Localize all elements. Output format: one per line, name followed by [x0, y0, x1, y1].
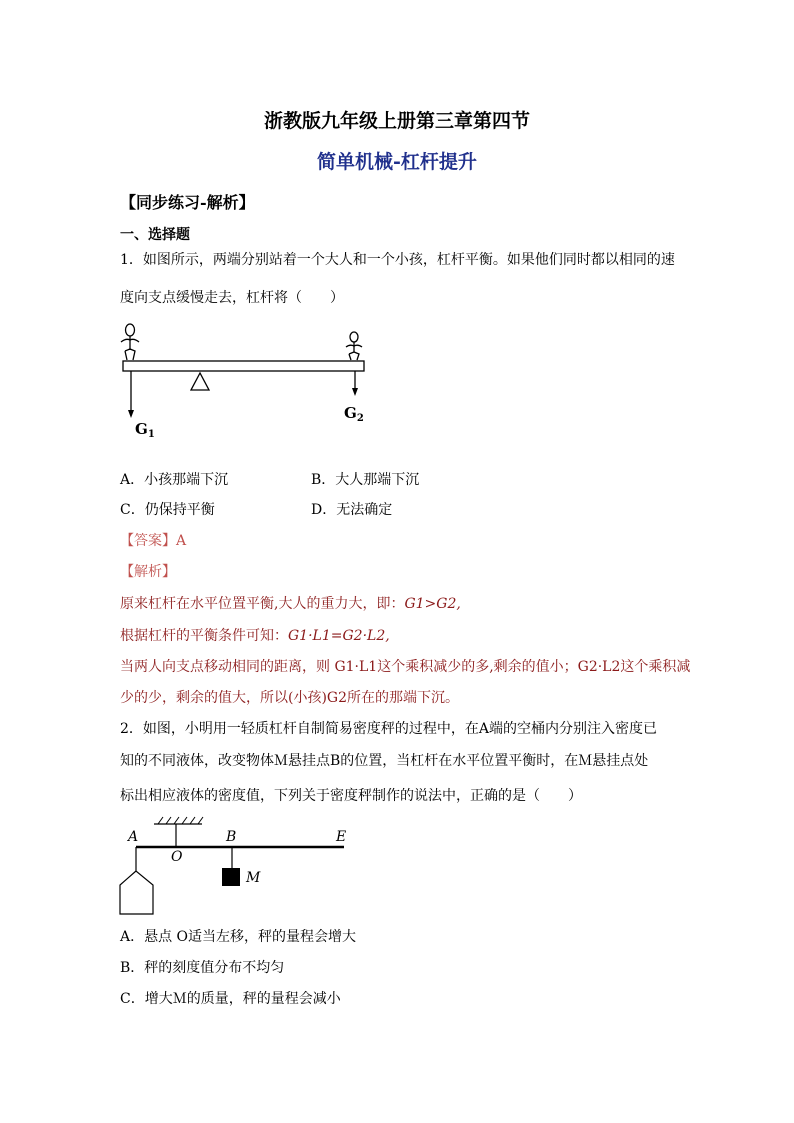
g1-label: $G_1$ [135, 420, 155, 440]
label-a: A [128, 829, 139, 845]
fulcrum-triangle [191, 373, 209, 390]
q1-lever-figure [110, 318, 380, 443]
q1-analysis-tag: 【解析】 [120, 564, 176, 580]
ceiling-hatch [158, 817, 203, 824]
q2-density-scale-figure [114, 813, 354, 917]
label-m: M [246, 870, 261, 886]
adult-figure [121, 324, 139, 360]
page-subtitle: 简单机械-杠杆提升 [317, 151, 477, 173]
q1-option-c: C．仍保持平衡 [120, 502, 215, 518]
bucket [120, 871, 153, 914]
q2-stem-line1: 2．如图，小明用一轻质杠杆自制简易密度秤的过程中，在A端的空桶内分别注入密度已 [120, 721, 658, 737]
block-m [222, 868, 240, 886]
q1-analysis-line2: 根据杠杆的平衡条件可知：G1·L1=G2·L2, [120, 628, 390, 644]
q1-formula-1: G1>G2, [404, 596, 461, 612]
g2-arrow [352, 388, 358, 396]
q1-option-a: A．小孩那端下沉 [120, 472, 229, 488]
q2-option-c: C．增大Ｍ的质量，秤的量程会减小 [120, 991, 341, 1007]
q2-option-a: A．悬点 O适当左移，秤的量程会增大 [120, 929, 357, 945]
part-heading: 一、选择题 [120, 227, 190, 243]
q1-answer: 【答案】A [120, 533, 187, 549]
q1-formula-2: G1·L1=G2·L2, [288, 628, 390, 644]
label-o: O [171, 849, 183, 865]
q1-option-d: D．无法确定 [311, 502, 393, 518]
section-heading: 【同步练习-解析】 [120, 193, 255, 212]
page-title: 浙教版九年级上册第三章第四节 [263, 110, 530, 132]
g1-arrow [128, 410, 134, 418]
q2-option-b: B．秤的刻度值分布不均匀 [120, 960, 285, 976]
q2-stem-line2: 知的不同液体，改变物体Ｍ悬挂点B的位置，当杠杆在水平位置平衡时，在Ｍ悬挂点处 [120, 753, 649, 769]
g2-label: $G_2$ [344, 404, 364, 424]
q1-analysis-line4: 少的少，剩余的值大，所以(小孩)G2所在的那端下沉。 [120, 690, 460, 706]
q1-analysis-line3: 当两人向支点移动相同的距离，则 G1·L1这个乘积减少的多,剩余的值小；G2·L2这个乘积减 [120, 659, 691, 675]
q1-stem-line2: 度向支点缓慢走去，杠杆将（ ） [120, 290, 344, 306]
child-figure [346, 332, 362, 360]
q2-stem-line3: 标出相应液体的密度值，下列关于密度秤制作的说法中，正确的是（ ） [120, 788, 582, 804]
label-e: E [336, 829, 347, 845]
q1-analysis-line1: 原来杠杆在水平位置平衡,大人的重力大，即：G1>G2, [120, 596, 461, 612]
q1-stem-line1: 1．如图所示，两端分别站着一个大人和一个小孩，杠杆平衡。如果他们同时都以相同的速 [120, 252, 675, 268]
label-b: B [226, 829, 237, 845]
lever-plank [123, 361, 364, 371]
q1-option-b: B．大人那端下沉 [311, 472, 420, 488]
